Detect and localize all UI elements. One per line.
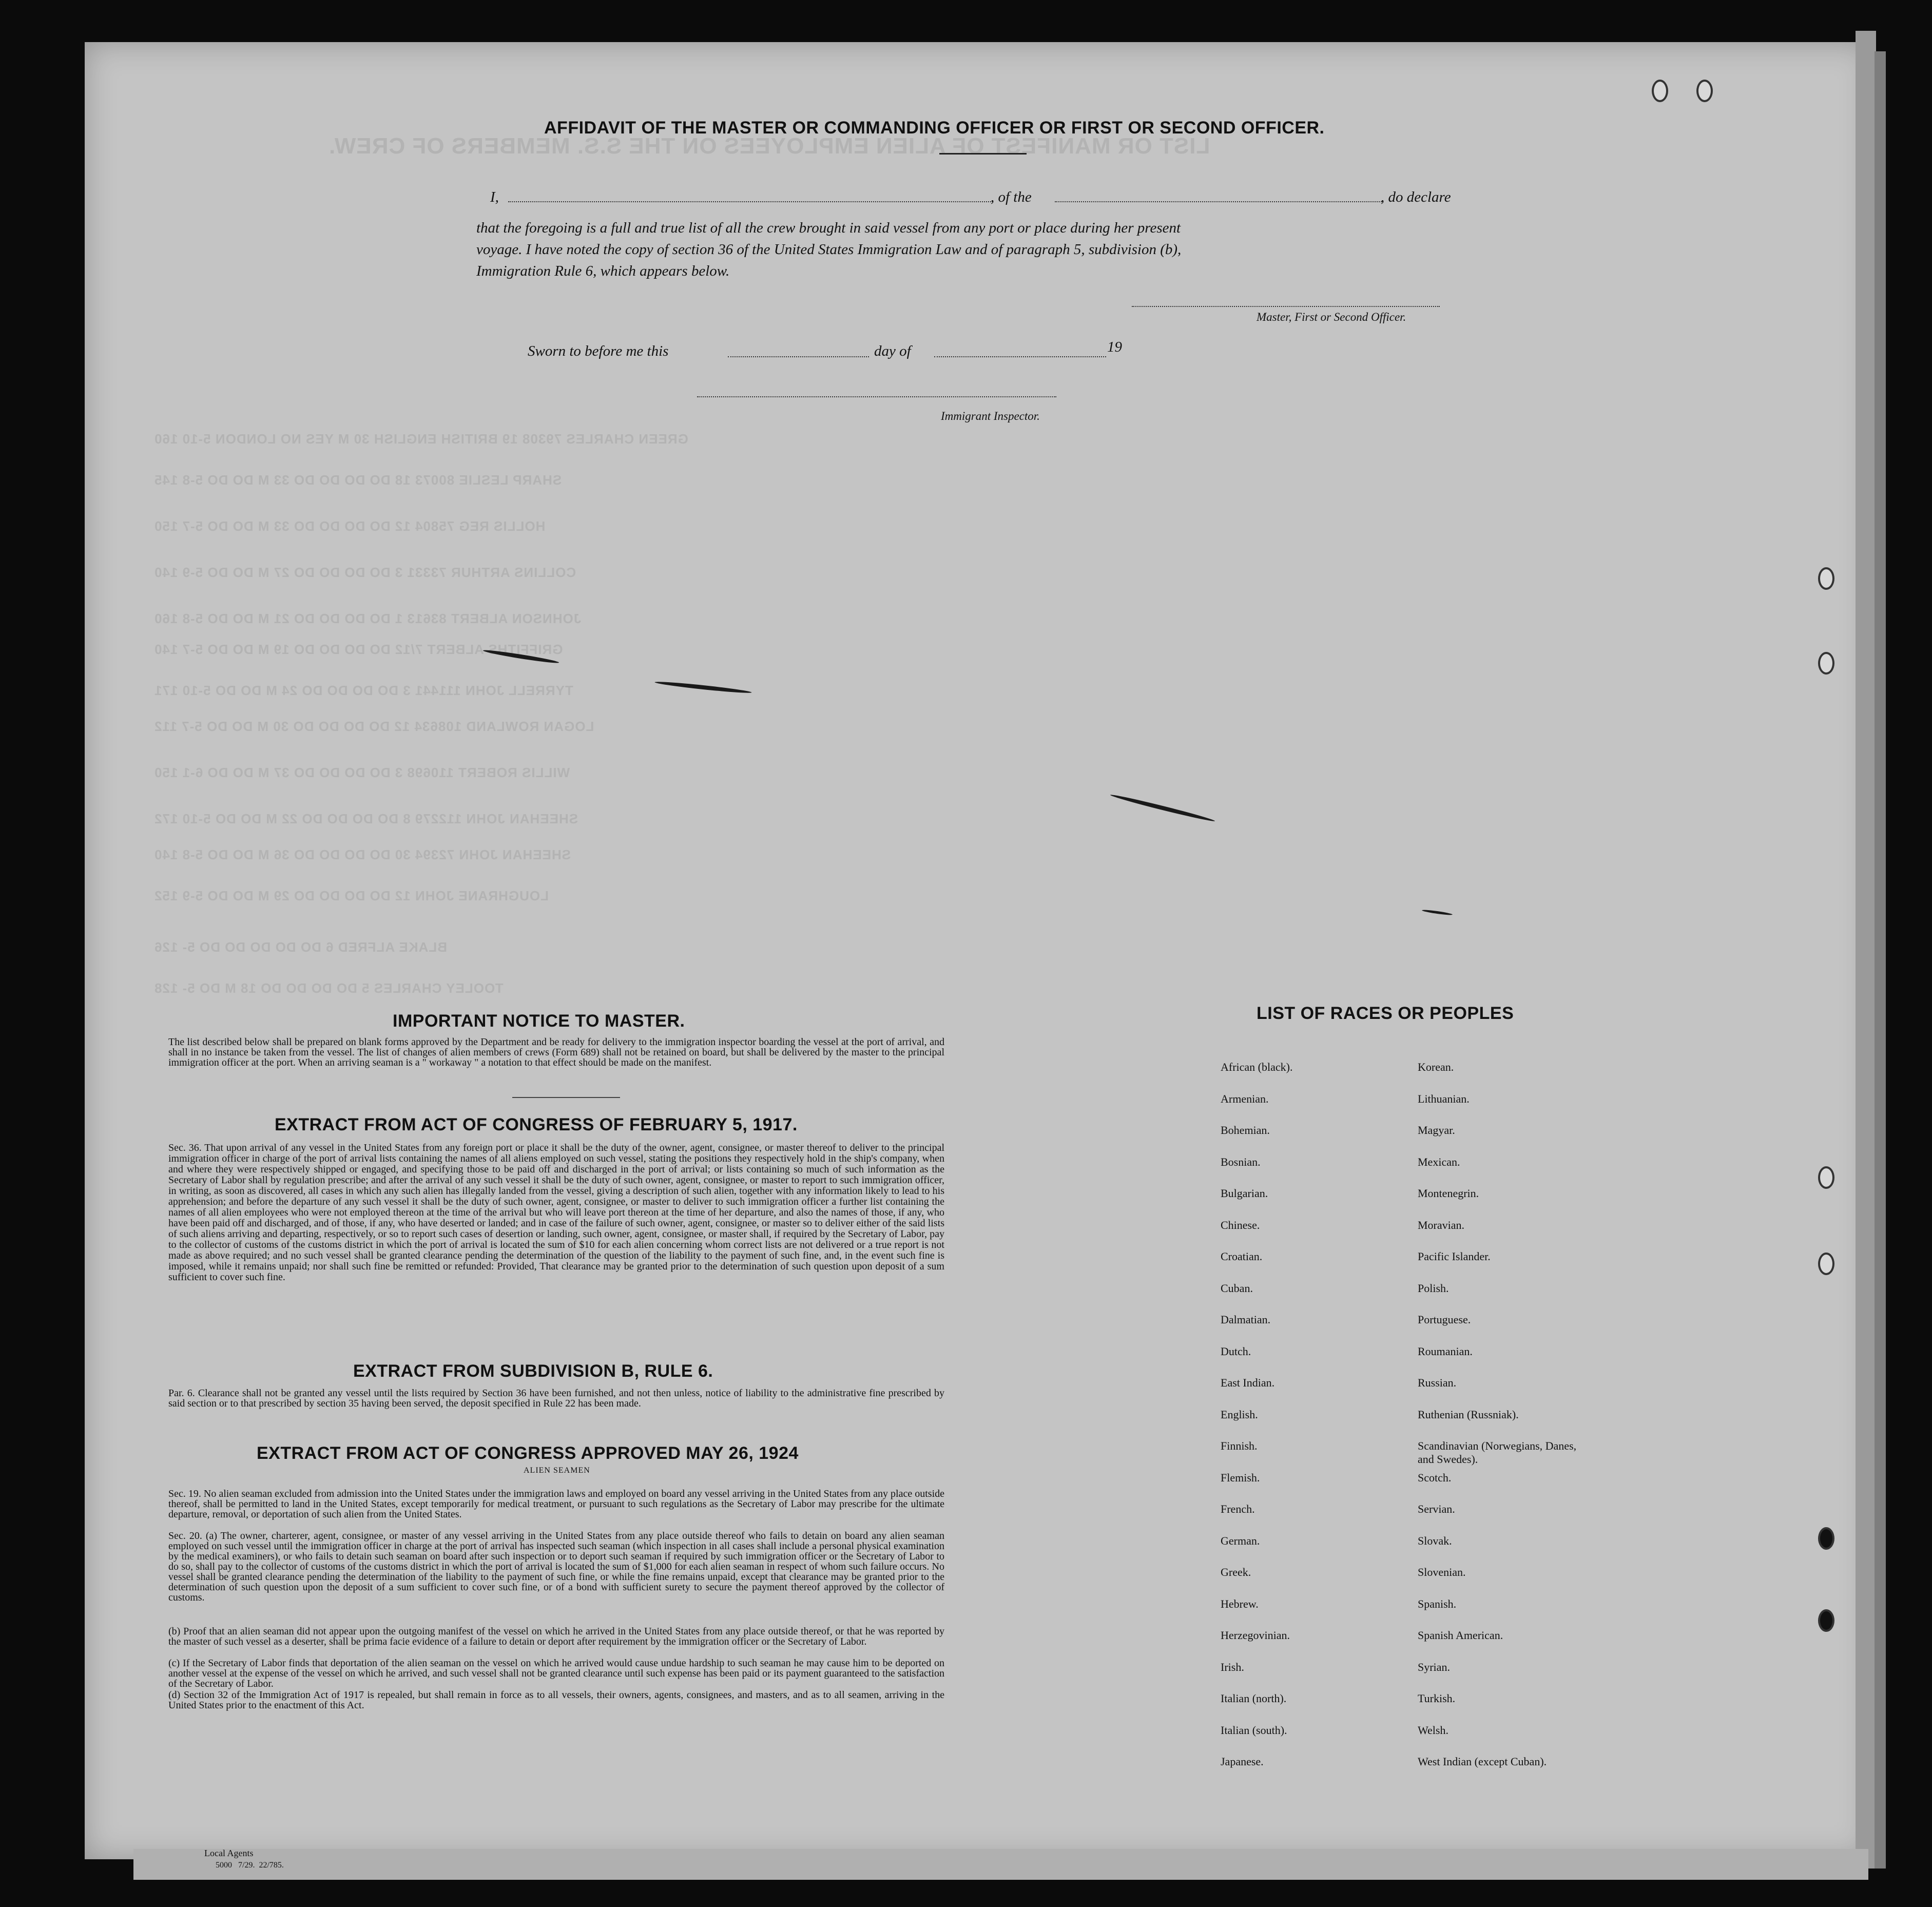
sworn-day-of: day of: [874, 343, 911, 359]
title-rule: [939, 153, 1027, 155]
bleed-through-row: TYRRELL JOHN 111441 3 DO DO DO DO 24 M DO DO 5-10 171: [154, 683, 573, 698]
rule-6-title: EXTRACT FROM SUBDIVISION B, RULE 6.: [353, 1361, 713, 1381]
race-item: Turkish.: [1418, 1692, 1456, 1705]
race-item: Slovenian.: [1418, 1566, 1466, 1578]
bleed-through-row: GREEN CHARLES 79308 19 BRITISH ENGLISH 30 M YES NO LONDON 5-10 160: [154, 431, 688, 447]
notice-text: The list described below shall be prepared on blank forms approved by the Department and be ready for delivery to the immigration inspector boarding the vessel at the port of arrival, and shall in no instance be taken from the vessel. The list of changes of alien members of crews (Form 689) shall not be retained on board, but shall be delivered by the master to the principal immigration officer at the port. When an arriving seaman is a " workaway " a notation to that effect should be made on the manifest.: [168, 1036, 944, 1068]
month-blank[interactable]: [934, 356, 1106, 357]
race-item: Welsh.: [1418, 1724, 1448, 1737]
sworn-prefix: Sworn to before me this: [528, 343, 669, 359]
race-item: Dutch.: [1221, 1345, 1251, 1358]
notice-title: IMPORTANT NOTICE TO MASTER.: [393, 1011, 685, 1031]
bleed-through-heading: LIST OR MANIFEST OF ALIEN EMPLOYEES ON THE S.S. MEMBERS OF CREW.: [329, 133, 1210, 159]
race-item: Roumanian.: [1418, 1345, 1473, 1358]
race-item: Korean.: [1418, 1061, 1454, 1073]
race-item: Cuban.: [1221, 1282, 1253, 1295]
sec-19-text: Sec. 19. No alien seaman excluded from admission into the United States under the immigration laws and employed on board any vessel arriving in the United States from any place outside thereof, shall be permitted to land in the United States, except temporarily for medical treatment, or pursuant to such regulations as the Secretary of Labor may prescribe for the ultimate departure, removal, or deportation of such alien from the United States.: [168, 1488, 944, 1520]
declaration-of-the: , of the: [991, 189, 1032, 205]
race-item: Herzegovinian.: [1221, 1629, 1290, 1642]
bleed-through-row: JOHNSON ALBERT 83613 1 DO DO DO DO 21 M DO DO 5-8 160: [154, 611, 582, 626]
race-item: Slovak.: [1418, 1534, 1452, 1547]
race-item: Finnish.: [1221, 1439, 1258, 1452]
race-item: Bosnian.: [1221, 1155, 1261, 1168]
race-item: African (black).: [1221, 1061, 1293, 1073]
race-item: Syrian.: [1418, 1661, 1450, 1673]
bleed-through-row: TOOLEY CHARLES 5 DO DO DO DO 18 M DO 5- 128: [154, 980, 504, 996]
race-item: Bohemian.: [1221, 1124, 1270, 1137]
bleed-through-row: COLLINS ARTHUR 73331 3 DO DO DO DO 27 M DO DO 5-9 140: [154, 565, 576, 580]
sworn-year: 19: [1107, 339, 1122, 355]
race-item: Moravian.: [1418, 1219, 1465, 1231]
punch-hole: [1818, 1609, 1834, 1632]
section-divider: [512, 1097, 620, 1098]
bleed-through-row: LOUGHRANE JOHN 12 DO DO DO DO 29 M DO DO 5-9 152: [154, 888, 549, 903]
bleed-through-row: SHARP LESLIE 80073 18 DO DO DO DO 33 M DO DO 5-8 145: [154, 472, 562, 488]
rule-6-text: Par. 6. Clearance shall not be granted any vessel until the lists required by Section 36 have been furnished, and not then unless, notice of liability to the administrative fine prescribed by said section or to that prescribed by section 35 having been served, the deposit specified in Rule 22 has been made.: [168, 1388, 944, 1409]
race-item: Flemish.: [1221, 1471, 1260, 1484]
affidavit-line-2: voyage. I have noted the copy of section 36 of the United States Immigration Law and of paragraph 5, subdivision (b),: [476, 241, 1182, 258]
punch-hole: [1818, 1527, 1834, 1550]
sec-20d-text: (d) Section 32 of the Immigration Act of 1917 is repealed, but shall remain in force as to all vessels, their owners, agents, consignees, and masters, and as to all seamen, arriving in the United States prior to the enactment of this Act.: [168, 1689, 944, 1711]
extract-1924-title: EXTRACT FROM ACT OF CONGRESS APPROVED MAY 26, 1924: [257, 1443, 799, 1463]
sec-20c-text: (c) If the Secretary of Labor finds that deportation of the alien seaman on the vessel on which he arrived would cause undue hardship to such seaman he may cause him to be deported on another vessel at the expense of the vessel on which he arrived, and such vessel shall not be granted clearance until such expense has been paid or its payment guaranteed to the satisfaction of the Secretary of Labor.: [168, 1658, 944, 1689]
local-agents-label: Local Agents: [204, 1848, 254, 1858]
bleed-through-row: SHEEHAN JOHN 112279 8 DO DO DO DO 22 M DO DO 5-10 172: [154, 811, 578, 826]
race-item: Japanese.: [1221, 1755, 1264, 1768]
race-item: Greek.: [1221, 1566, 1251, 1578]
form-number: 5000 7/29. 22/785.: [216, 1861, 284, 1870]
sec-20a-text: Sec. 20. (a) The owner, charterer, agent, consignee, or master of any vessel arriving in the United States from any place outside thereof who fails to detain on board any alien seaman employed on such vessel until the immigration officer in charge at the port of arrival has inspected such seaman (which inspection in all cases shall include a personal physical examination by the medical examiners), or who fails to detain such seaman on board after such inspection or to deport such seaman if required by such immigration officer or the Secretary of Labor to do so, shall pay to the collector of customs of the customs district in which the port of arrival is located the sum of $1,000 for each alien seaman in respect of whom such failure occurs. No vessel shall be granted clearance pending the determination of the liability to the payment of such fine, or while the fine remains unpaid, except that clearance may be granted prior to the determination of such question upon the deposit of a sum sufficient to cover such fine, or of a bond with sufficient surety to secure the payment thereof approved by the collector of customs.: [168, 1530, 944, 1603]
race-item: Irish.: [1221, 1661, 1244, 1673]
vessel-blank[interactable]: [1055, 201, 1383, 202]
declaration-i: I,: [490, 189, 499, 205]
race-item: Scotch.: [1418, 1471, 1452, 1484]
race-item: English.: [1221, 1408, 1258, 1421]
race-item: Bulgarian.: [1221, 1187, 1268, 1200]
bleed-through-row: GRIFFITHS ALBERT 7/12 DO DO DO DO 19 M DO DO 5-7 140: [154, 642, 563, 657]
declaration-do-declare: , do declare: [1381, 189, 1451, 205]
race-item: Russian.: [1418, 1376, 1457, 1389]
race-item: German.: [1221, 1534, 1260, 1547]
race-item: Polish.: [1418, 1282, 1449, 1295]
extract-1924-subtitle: ALIEN SEAMEN: [524, 1466, 590, 1475]
bottom-page-strip: [133, 1849, 1868, 1880]
extract-1917-text: Sec. 36. That upon arrival of any vessel in the United States from any foreign port or place it shall be the duty of the owner, agent, consignee, or master thereof to deliver to the principal immigration officer in charge of the port of arrival lists containing the names of all aliens employed on such vessel, stating the positions they respectively hold in the ship's company, when and where they were respectively shipped or engaged, and specifying those to be paid off and discharged in the port of arrival; or lists containing so much of such information as the Secretary of Labor shall by regulation prescribe; and after the arrival of any such vessel it shall be the duty of such owner, agent, consignee, or master to report to such immigration officer, in writing, as soon as discovered, all cases in which any such alien has illegally landed from the vessel, giving a description of such alien, together with any information likely to lead to his apprehension; and before the departure of any such vessel it shall be the duty of such owner, agent, consignee, or master to deliver to such immigration officer a further list containing the names of all alien employees who were not employed thereon at the time of the arrival but who will leave port thereon at the time of her departure, and also the names of those, if any, who have been paid off and discharged, and of those, if any, who have deserted or landed; and in case of the failure of such owner, agent, consignee, or master so to deliver either of the said lists of such aliens arriving and departing, respectively, or so to report such cases of desertion or landing, such owner, agent, consignee, or master shall, if required by the Secretary of Labor, pay to the collector of customs of the customs district in which the port of arrival is located the sum of $10 for each alien concerning whom correct lists are not delivered or a true report is not made as above required; and no such vessel shall be granted clearance pending the determination of the question of the liability to the payment of such fine, and, in the event such fine is imposed, while it remains unpaid; nor shall such fine be remitted or refunded: Provided, That clearance may be granted prior to the determination of such question upon deposit of a sum sufficient to cover such fine.: [168, 1142, 944, 1283]
race-item: Mexican.: [1418, 1155, 1460, 1168]
punch-hole: [1818, 652, 1834, 675]
race-item: Hebrew.: [1221, 1597, 1259, 1610]
race-item: Armenian.: [1221, 1092, 1269, 1105]
affidavit-line-1: that the foregoing is a full and true list of all the crew brought in said vessel from any port or place during her present: [476, 220, 1181, 236]
races-title: LIST OF RACES OR PEOPLES: [1257, 1004, 1514, 1023]
race-item: Servian.: [1418, 1503, 1455, 1515]
punch-hole: [1696, 80, 1713, 102]
race-item: West Indian (except Cuban).: [1418, 1755, 1547, 1768]
race-item: Ruthenian (Russniak).: [1418, 1408, 1519, 1421]
bleed-through-row: WILLIS ROBERT 110698 3 DO DO DO DO 37 M DO DO 6-1 150: [154, 765, 570, 780]
race-item: Croatian.: [1221, 1250, 1263, 1263]
punch-hole: [1818, 1253, 1834, 1275]
name-blank[interactable]: [508, 201, 993, 202]
sec-20b-text: (b) Proof that an alien seaman did not appear upon the outgoing manifest of the vessel on which he arrived in the United States from any place outside thereof, or that he was reported by the master of such vessel as a deserter, shall be prima facie evidence of a failure to detain or deport after requirement by the immigration officer or the Secretary of Labor.: [168, 1626, 944, 1647]
race-item: Scandinavian (Norwegians, Danes, and Swedes).: [1418, 1439, 1577, 1466]
bleed-through-row: SHEEHAN JOHN 72394 30 DO DO DO DO 36 M DO DO 5-8 140: [154, 847, 571, 862]
race-item: Magyar.: [1418, 1124, 1455, 1137]
punch-hole: [1652, 80, 1668, 102]
bleed-through-row: BLAKE ALFRED 6 DO DO DO DO DO 5- 126: [154, 939, 447, 955]
race-item: Pacific Islander.: [1418, 1250, 1491, 1263]
race-item: Chinese.: [1221, 1219, 1260, 1231]
race-item: Spanish.: [1418, 1597, 1457, 1610]
bleed-through-row: HOLLIS REG 75804 12 DO DO DO DO 33 M DO DO 5-7 150: [154, 518, 546, 534]
race-item: Italian (north).: [1221, 1692, 1287, 1705]
page-edge-back: [1875, 51, 1886, 1869]
race-item: French.: [1221, 1503, 1255, 1515]
extract-1917-title: EXTRACT FROM ACT OF CONGRESS OF FEBRUARY 5, 1917.: [275, 1115, 798, 1134]
signature-line[interactable]: [1132, 306, 1440, 307]
race-item: Dalmatian.: [1221, 1313, 1271, 1326]
race-item: Italian (south).: [1221, 1724, 1287, 1737]
page-edge: [1856, 31, 1876, 1869]
inspector-line[interactable]: [697, 396, 1056, 397]
race-item: Spanish American.: [1418, 1629, 1503, 1642]
race-item: Lithuanian.: [1418, 1092, 1470, 1105]
affidavit-title: AFFIDAVIT OF THE MASTER OR COMMANDING OFFICER OR FIRST OR SECOND OFFICER.: [544, 118, 1325, 138]
inspector-caption: Immigrant Inspector.: [941, 410, 1040, 422]
race-item: Portuguese.: [1418, 1313, 1471, 1326]
day-blank[interactable]: [728, 356, 869, 357]
punch-hole: [1818, 1166, 1834, 1189]
race-item: Montenegrin.: [1418, 1187, 1479, 1200]
affidavit-line-3: Immigration Rule 6, which appears below.: [476, 263, 730, 279]
punch-hole: [1818, 567, 1834, 590]
signature-caption: Master, First or Second Officer.: [1257, 311, 1406, 323]
race-item: East Indian.: [1221, 1376, 1275, 1389]
bleed-through-row: LOGAN ROWLAND 108634 12 DO DO DO DO 30 M DO DO 5-7 112: [154, 719, 594, 734]
